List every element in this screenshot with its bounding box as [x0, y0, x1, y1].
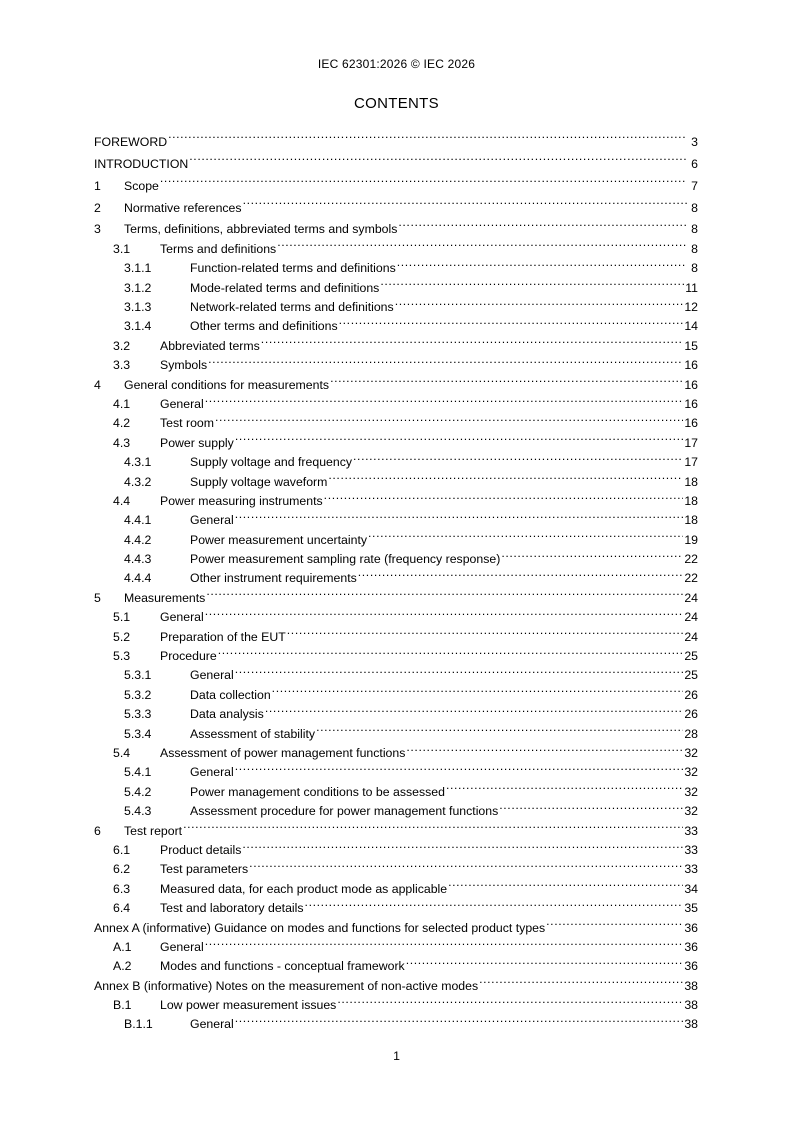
toc-entry-page: 11: [685, 280, 698, 295]
toc-entry-page: 33: [684, 823, 698, 838]
toc-entry-label: General: [190, 668, 234, 683]
toc-entry-label: Measured data, for each product mode as applicable: [160, 881, 448, 896]
toc-entry-label: FOREWORD: [94, 134, 168, 149]
toc-entry-number: 4.4.2: [124, 532, 152, 547]
toc-entry-label: General conditions for measurements: [124, 377, 330, 392]
toc-entry-label: Terms and definitions: [160, 241, 277, 256]
dot-leader: [261, 330, 684, 349]
toc-entry-page: 32: [684, 746, 698, 760]
dot-leader: [353, 447, 683, 466]
toc-entry-number: 6.4: [113, 901, 131, 916]
toc-entry-label: General: [160, 939, 204, 954]
toc-entry-number: 3.1.1: [124, 261, 152, 276]
dot-leader: [265, 699, 683, 718]
toc-entry-label: Test report: [124, 823, 183, 838]
toc-entry-page: 24: [684, 610, 698, 625]
toc-entry-number: 5.3.1: [124, 668, 152, 683]
dot-leader: [287, 621, 684, 640]
toc-entry-label: Symbols: [160, 358, 208, 373]
toc-entry[interactable]: [94, 146, 698, 171]
toc-entry-label: Terms, definitions, abbreviated terms and symbols: [124, 222, 398, 237]
toc-entry-label: Normative references: [124, 200, 242, 215]
toc-entry-page: 19: [684, 532, 698, 547]
toc-entry-number: 5.4.3: [124, 804, 152, 819]
toc-entry[interactable]: [94, 124, 698, 149]
toc-entry[interactable]: [94, 190, 698, 215]
dot-leader: [205, 389, 684, 408]
dot-leader: [448, 873, 683, 892]
toc-entry-page: 6: [691, 156, 698, 171]
toc-entry-page: 28: [684, 726, 698, 741]
toc-entry[interactable]: [94, 168, 698, 193]
toc-entry-label: Data collection: [190, 687, 271, 702]
toc-entry-number: 2: [94, 200, 101, 215]
toc-entry-page: 8: [691, 222, 698, 237]
toc-entry-page: 32: [684, 784, 698, 799]
dot-leader: [235, 660, 684, 679]
toc-entry-number: 6: [94, 823, 101, 838]
dot-leader: [249, 854, 683, 873]
toc-entry-number: 3.1: [113, 241, 131, 256]
toc-entry-number: 4.3.1: [124, 455, 152, 470]
toc-entry-page: 38: [684, 978, 698, 993]
toc-entry-label: General: [160, 396, 204, 411]
toc-entry-page: 16: [684, 377, 698, 392]
toc-entry[interactable]: [94, 815, 698, 838]
toc-entry-number: 4.4: [113, 493, 131, 508]
dot-leader: [324, 486, 684, 505]
toc-entry-page: 15: [684, 338, 698, 353]
toc-entry-page: 3: [691, 134, 698, 149]
toc-entry-page: 32: [684, 765, 698, 780]
dot-leader: [406, 951, 684, 970]
toc-entry-number: A.2: [113, 959, 132, 974]
dot-leader: [501, 544, 683, 563]
toc-entry-label: General: [190, 1017, 234, 1032]
toc-entry-label: Measurements: [124, 590, 206, 605]
toc-entry-page: 14: [684, 319, 698, 334]
dot-leader: [183, 815, 683, 834]
dot-leader: [160, 168, 687, 190]
dot-leader: [368, 524, 683, 543]
page-title: CONTENTS: [354, 95, 439, 112]
toc-entry-page: 32: [684, 804, 698, 819]
dot-leader: [242, 835, 683, 854]
toc-entry[interactable]: [94, 835, 698, 857]
toc-entry-label: Network-related terms and definitions: [190, 300, 394, 315]
toc-entry-label: Function-related terms and definitions: [190, 261, 396, 276]
dot-leader: [235, 1009, 684, 1028]
toc-entry-label: Annex B (informative) Notes on the measurement of non-active modes: [94, 978, 479, 993]
toc-entry-label: Assessment of power management functions: [160, 746, 406, 760]
dot-leader: [339, 311, 684, 330]
dot-leader: [205, 932, 684, 951]
dot-leader: [189, 146, 687, 168]
dot-leader: [397, 253, 687, 272]
dot-leader: [328, 466, 683, 485]
toc-entry-label: Preparation of the EUT: [160, 629, 286, 644]
dot-leader: [206, 582, 683, 601]
toc-entry-number: 6.3: [113, 881, 131, 896]
toc-entry-label: Test parameters: [160, 862, 249, 877]
toc-entry-number: 5.3.4: [124, 726, 152, 741]
dot-leader: [243, 190, 687, 212]
toc-entry-page: 18: [684, 474, 698, 489]
toc-entry-page: 34: [684, 881, 698, 896]
dot-leader: [406, 738, 683, 757]
toc-entry-label: Data analysis: [190, 707, 264, 722]
toc-entry-label: Power measuring instruments: [160, 493, 323, 508]
toc-entry-number: 3.1.3: [124, 300, 152, 315]
toc-entry-label: Product details: [160, 842, 242, 857]
toc-entry-number: 5.3.2: [124, 687, 152, 702]
toc-entry-label: Power supply: [160, 435, 234, 450]
page-number: 1: [393, 1049, 400, 1063]
toc-entry-label: Low power measurement issues: [160, 998, 337, 1013]
toc-entry-label: Supply voltage and frequency: [190, 455, 353, 470]
dot-leader: [337, 990, 683, 1009]
toc-entry-number: B.1: [113, 998, 132, 1013]
toc-entry-label: General: [160, 610, 204, 625]
dot-leader: [235, 505, 684, 524]
dot-leader: [499, 796, 683, 815]
dot-leader: [446, 776, 683, 795]
toc-entry-number: 5.2: [113, 629, 131, 644]
toc-entry-page: 22: [684, 571, 698, 586]
toc-entry-page: 7: [691, 178, 698, 193]
toc-entry-page: 12: [684, 300, 698, 315]
table-of-contents: [94, 124, 698, 1032]
dot-leader: [277, 233, 687, 252]
toc-entry-page: 24: [684, 590, 698, 605]
toc-entry-label: Power management conditions to be assessed: [190, 784, 445, 799]
toc-entry-label: Other terms and definitions: [190, 319, 338, 334]
toc-entry-label: Test room: [160, 416, 214, 431]
toc-entry-page: 18: [684, 493, 698, 508]
toc-entry-page: 36: [684, 959, 698, 974]
toc-entry-page: 25: [684, 668, 698, 683]
toc-entry-label: Assessment procedure for power management functions: [190, 804, 499, 819]
toc-entry-number: 5.4.1: [124, 765, 152, 780]
toc-entry-number: 4.4.3: [124, 552, 152, 567]
toc-entry-page: 33: [684, 842, 698, 857]
dot-leader: [235, 757, 684, 776]
toc-entry-label: Procedure: [160, 649, 217, 664]
toc-entry-label: Assessment of stability: [190, 726, 316, 741]
toc-entry-number: 1: [94, 178, 101, 193]
toc-entry-number: 5.3: [113, 649, 131, 664]
toc-entry-number: 4.3: [113, 435, 131, 450]
toc-entry-number: B.1.1: [124, 1017, 153, 1032]
toc-entry-label: Supply voltage waveform: [190, 474, 328, 489]
dot-leader: [358, 563, 684, 582]
toc-entry-label: General: [190, 765, 234, 780]
toc-entry-page: 36: [684, 920, 698, 935]
dot-leader: [215, 408, 683, 427]
toc-entry-number: 3.1.2: [124, 280, 152, 295]
toc-entry-number: 3.3: [113, 358, 131, 373]
dot-leader: [305, 893, 684, 912]
toc-entry-page: 38: [684, 1017, 698, 1032]
toc-entry-label: Scope: [124, 178, 159, 193]
toc-entry-number: 4.4.4: [124, 571, 152, 586]
toc-entry-page: 8: [691, 241, 698, 256]
toc-entry-number: 3.1.4: [124, 319, 152, 334]
toc-entry-label: Modes and functions - conceptual framework: [160, 959, 405, 974]
toc-entry-number: 5.1: [113, 610, 131, 625]
toc-entry-page: 18: [684, 513, 698, 528]
toc-entry-page: 25: [684, 649, 698, 664]
document-header: IEC 62301:2026 © IEC 2026: [317, 57, 476, 71]
toc-entry-number: 4.3.2: [124, 474, 152, 489]
toc-entry-label: Abbreviated terms: [160, 338, 260, 353]
toc-entry-number: 5.3.3: [124, 707, 152, 722]
toc-entry-number: 6.2: [113, 862, 131, 877]
dot-leader: [398, 212, 687, 234]
toc-entry-page: 36: [684, 939, 698, 954]
toc-entry-label: Power measurement sampling rate (frequency response): [190, 552, 501, 567]
toc-entry-page: 16: [684, 396, 698, 411]
dot-leader: [330, 369, 683, 388]
toc-entry-label: General: [190, 513, 234, 528]
toc-entry-page: 16: [684, 416, 698, 431]
toc-entry-page: 26: [684, 687, 698, 702]
toc-entry-number: 4.1: [113, 396, 131, 411]
dot-leader: [546, 912, 683, 931]
toc-entry-label: Other instrument requirements: [190, 571, 357, 586]
dot-leader: [235, 427, 683, 446]
toc-entry-page: 26: [684, 707, 698, 722]
toc-entry-number: 5.4.2: [124, 784, 152, 799]
dot-leader: [218, 641, 684, 660]
dot-leader: [380, 272, 684, 291]
toc-entry-page: 8: [691, 261, 698, 276]
toc-entry-number: 4.2: [113, 416, 131, 431]
toc-entry-page: 16: [684, 358, 698, 373]
toc-entry-number: 3: [94, 222, 101, 237]
toc-entry-label: INTRODUCTION: [94, 156, 189, 171]
toc-entry-page: 17: [684, 455, 698, 470]
toc-entry-page: 33: [684, 862, 698, 877]
dot-leader: [272, 679, 684, 698]
toc-entry-number: A.1: [113, 939, 132, 954]
toc-entry-number: 3.2: [113, 338, 131, 353]
toc-entry-page: 35: [684, 901, 698, 916]
toc-entry-number: 5: [94, 590, 101, 605]
toc-entry-page: 17: [684, 435, 698, 450]
toc-entry-page: 8: [691, 200, 698, 215]
toc-entry-page: 22: [684, 552, 698, 567]
dot-leader: [205, 602, 684, 621]
toc-entry-label: Test and laboratory details: [160, 901, 304, 916]
toc-entry-number: 4: [94, 377, 101, 392]
toc-entry-number: 5.4: [113, 746, 131, 760]
toc-entry-label: Mode-related terms and definitions: [190, 280, 380, 295]
dot-leader: [479, 970, 683, 989]
dot-leader: [395, 292, 684, 311]
dot-leader: [168, 124, 687, 146]
toc-entry-number: 6.1: [113, 842, 131, 857]
toc-entry-page: 24: [684, 629, 698, 644]
toc-entry-label: Power measurement uncertainty: [190, 532, 368, 547]
toc-entry-number: 4.4.1: [124, 513, 152, 528]
dot-leader: [208, 350, 683, 369]
toc-entry-page: 38: [684, 998, 698, 1013]
toc-entry-label: Annex A (informative) Guidance on modes and functions for selected product types: [94, 920, 546, 935]
dot-leader: [316, 718, 683, 737]
